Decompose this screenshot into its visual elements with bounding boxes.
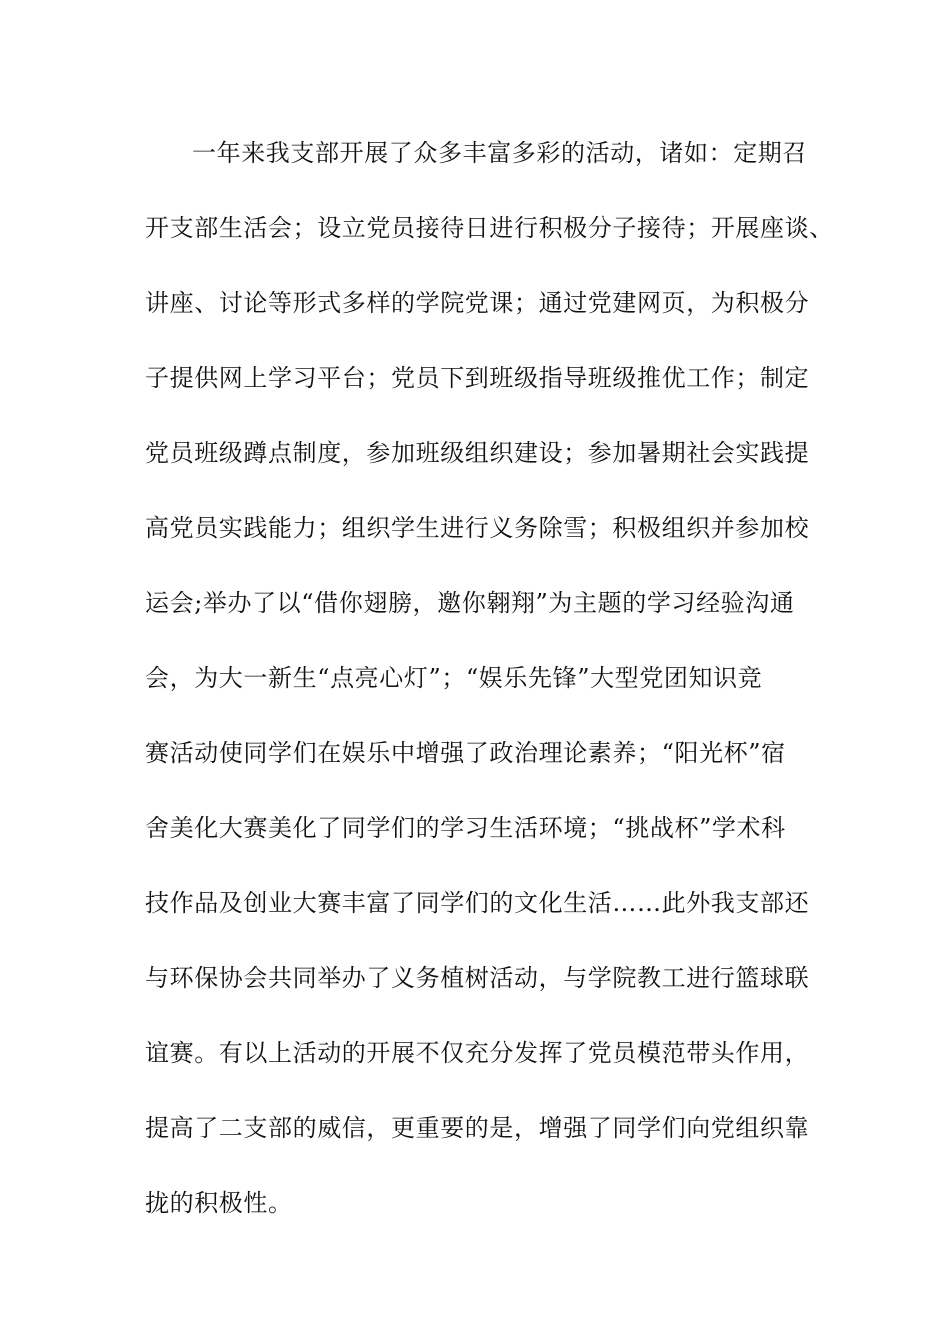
text-line: 与环保协会共同举办了义务植树活动，与学院教工进行篮球联 [145,964,810,992]
text-line: 提高了二支部的威信，更重要的是，增强了同学们向党组织靠 [145,1114,810,1142]
text-line: 谊赛。有以上活动的开展不仅充分发挥了党员模范带头作用， [145,1039,810,1067]
text-line: 赛活动使同学们在娱乐中增强了政治理论素养；“阳光杯”宿 [145,739,786,767]
text-line: 子提供网上学习平台；党员下到班级指导班级推优工作；制定 [145,364,810,392]
text-line: 技作品及创业大赛丰富了同学们的文化生活……此外我支部还 [145,889,810,917]
text-line: 会，为大一新生“点亮心灯”；“娱乐先锋”大型党团知识竞 [145,664,763,692]
text-line: 舍美化大赛美化了同学们的学习生活环境；“挑战杯”学术科 [145,814,786,842]
text-line: 党员班级蹲点制度，参加班级组织建设；参加暑期社会实践提 [145,439,810,467]
text-line: 开支部生活会；设立党员接待日进行积极分子接待；开展座谈、 [145,214,834,242]
text-line: 拢的积极性。 [145,1189,293,1217]
text-line: 一年来我支部开展了众多丰富多彩的活动，诸如：定期召 [192,139,807,167]
text-line: 高党员实践能力；组织学生进行义务除雪；积极组织并参加校 [145,514,810,542]
body-paragraph [145,133,834,1258]
text-line: 讲座、讨论等形式多样的学院党课；通过党建网页，为积极分 [145,289,810,317]
text-line: 运会;举办了以“借你翅膀，邀你翱翔”为主题的学习经验沟通 [145,589,795,617]
